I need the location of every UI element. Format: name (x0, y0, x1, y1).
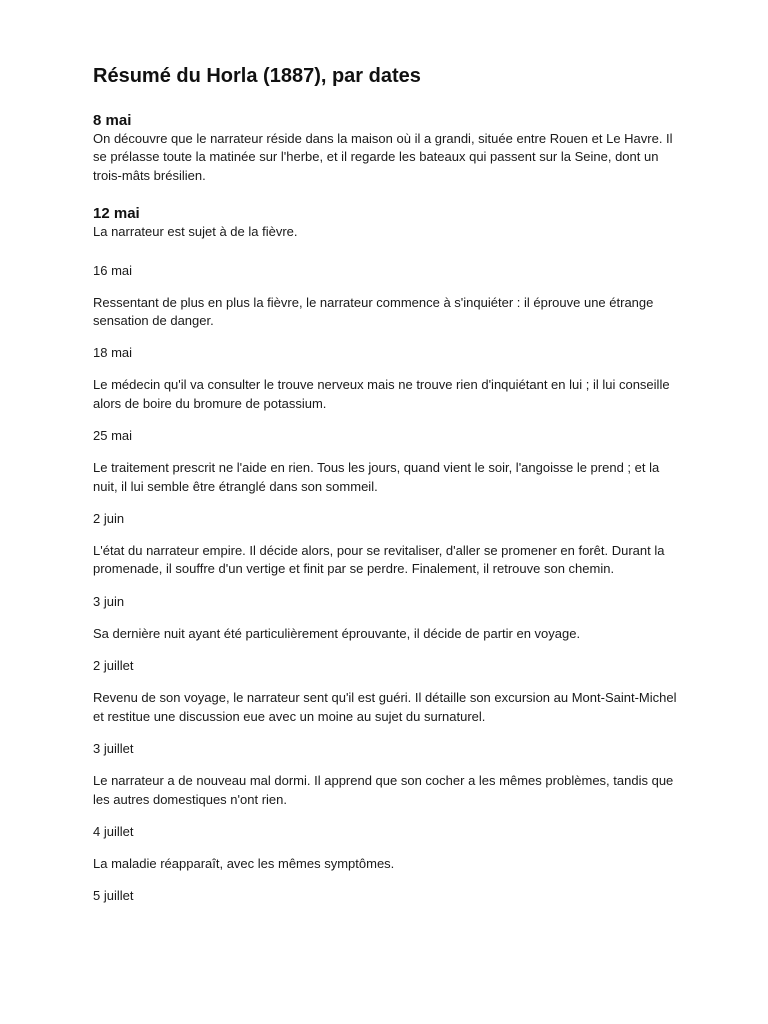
entry-paragraph: Le médecin qu'il va consulter le trouve nerveux mais ne trouve rien d'inquiétant en lui ; il lui conseille alors de boire du bromure de potassium. (93, 377, 670, 411)
section-paragraph: La narrateur est sujet à de la fièvre. (93, 224, 298, 240)
entry-paragraph: Ressentant de plus en plus la fièvre, le narrateur commence à s'inquiéter : il éprouve une étrange sensation de danger. (93, 294, 654, 329)
section-8-mai (93, 112, 683, 185)
document-title: Résumé du Horla (1887), par dates (93, 65, 421, 87)
entry-date: 25 mai (93, 428, 133, 444)
entry-date: 2 juillet (93, 658, 134, 674)
entry-paragraph: Sa dernière nuit ayant été particulièrement éprouvante, il décide de partir en voyage. (93, 625, 581, 641)
entry-date: 2 juin (93, 511, 125, 527)
section-paragraph: On découvre que le narrateur réside dans la maison où il a grandi, située entre Rouen et Le Havre. Il se prélasse toute la matinée sur l'herbe, et il regarde les bateaux qui passent sur la Seine, dont un trois-mâts brésilien. (93, 131, 673, 183)
entry-date: 18 mai (93, 345, 133, 361)
entry-5-juillet (93, 887, 683, 905)
section-heading: 12 mai (93, 205, 140, 223)
entry-paragraph: Le traitement prescrit ne l'aide en rien. Tous les jours, quand vient le soir, l'angoisse le prend ; et la nuit, il lui semble être étranglé dans son sommeil. (93, 460, 660, 494)
entry-18-mai (93, 344, 683, 413)
entry-2-juillet (93, 657, 683, 726)
entry-date: 4 juillet (93, 823, 134, 839)
entry-paragraph: La maladie réapparaît, avec les mêmes symptômes. (93, 855, 395, 871)
entry-date: 5 juillet (93, 888, 134, 904)
entry-paragraph: Revenu de son voyage, le narrateur sent qu'il est guéri. Il détaille son excursion au Mont-Saint-Michel et restitue une discussion eue avec un moine au sujet du surnaturel. (93, 690, 677, 724)
entry-4-juillet (93, 823, 683, 873)
entry-date: 16 mai (93, 262, 133, 278)
entry-16-mai (93, 262, 683, 331)
entry-paragraph: Le narrateur a de nouveau mal dormi. Il apprend que son cocher a les mêmes problèmes, tandis que les autres domestiques n'ont rien. (93, 773, 674, 807)
entry-2-juin (93, 510, 683, 579)
document-page (93, 62, 683, 919)
section-heading: 8 mai (93, 112, 132, 129)
entry-25-mai (93, 427, 683, 496)
entry-date: 3 juillet (93, 741, 134, 757)
entry-date: 3 juin (93, 593, 125, 609)
entry-3-juillet (93, 740, 683, 809)
entry-paragraph: L'état du narrateur empire. Il décide alors, pour se revitaliser, d'aller se promener en forêt. Durant la promenade, il souffre d'un vertige et finit par se perdre. Finalement, il retrouve son chemin. (93, 543, 665, 577)
entry-3-juin (93, 593, 683, 643)
section-12-mai (93, 205, 683, 241)
